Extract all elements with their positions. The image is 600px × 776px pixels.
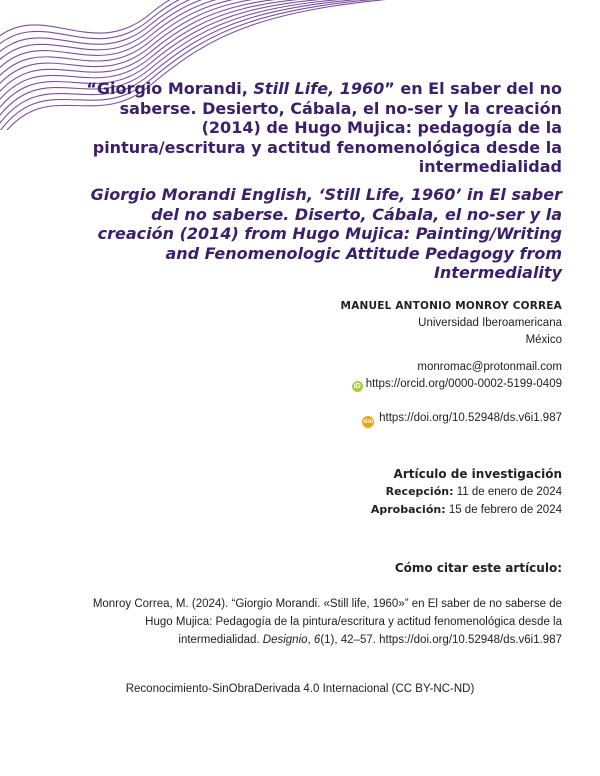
english-title: Giorgio Morandi English, ‘Still Life, 1960’ in El saber del no saberse. Diserto, Cábala, el no-ser y la creación (2014) from Hugo Mujica: Painting/Writing and Fenomenologic Attitude Pedagogy from Intermediality <box>90 185 562 282</box>
author-country: México <box>525 334 562 346</box>
spanish-title: “Giorgio Morandi, Still Life, 1960” en El saber del no saberse. Desierto, Cábala, el no-ser y la creación (2014) de Hugo Mujica: pedagogía de la pintura/escritura y actitud fenomenológica desde la intermedialidad <box>86 79 562 176</box>
approved-row: Aprobación: 15 de febrero de 2024 <box>370 503 562 516</box>
author-affiliation: Universidad Iberoamericana <box>418 317 562 329</box>
doi-link[interactable]: doi https://doi.org/10.52948/ds.v6i1.987 <box>341 410 562 428</box>
author-name: MANUEL ANTONIO MONROY CORREA <box>340 300 562 312</box>
doi-icon: doi <box>362 416 374 428</box>
article-info <box>371 466 562 519</box>
orcid-link[interactable]: iD https://orcid.org/0000-0002-5199-0409 <box>353 378 562 390</box>
author-block <box>341 298 562 428</box>
license-text: Reconocimiento-SinObraDerivada 4.0 Internacional (CC BY-NC-ND) <box>125 683 475 695</box>
orcid-icon: iD <box>353 383 361 390</box>
citation-heading: Cómo citar este artículo: <box>394 561 562 575</box>
author-email[interactable]: monromac@protonmail.com <box>417 361 562 373</box>
received-row: Recepción: 11 de enero de 2024 <box>385 485 562 498</box>
decorative-wave-line <box>0 0 380 87</box>
article-type: Artículo de investigación <box>393 467 562 481</box>
citation-text: Monroy Correa, M. (2024). “Giorgio Morandi. «Still life, 1960»” en El saber de no saberse de Hugo Mujica: Pedagogía de la pintura/escritura y actitud fenomenológica desde la intermedialidad. Designio, 6(1), 42–57. https://doi.org/10.52948/ds.v6i1.987 <box>92 598 562 646</box>
